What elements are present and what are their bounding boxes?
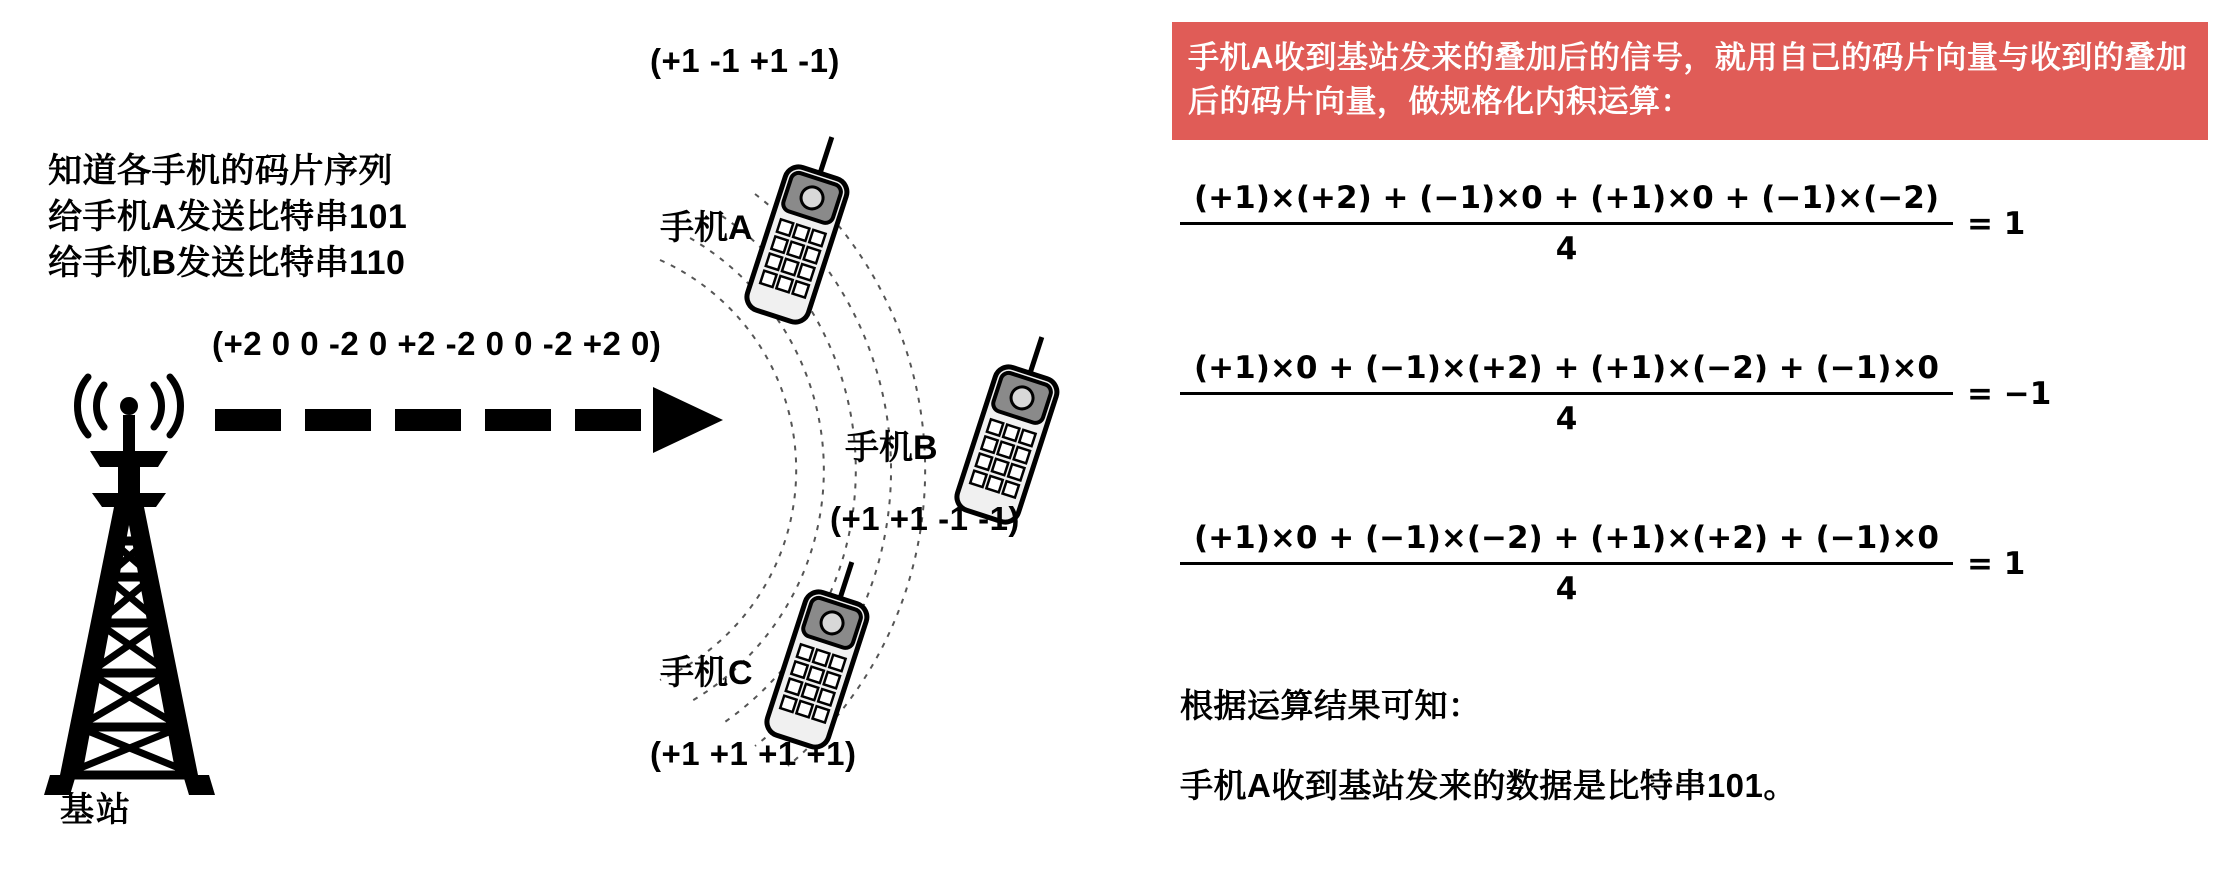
fraction-2-denominator: 4	[1555, 401, 1578, 437]
phone-a-icon	[740, 130, 860, 345]
fraction-1	[1180, 180, 1953, 267]
phone-b-label: 手机B	[845, 429, 938, 467]
fraction-1-denominator: 4	[1555, 231, 1578, 267]
fraction-1-result: = 1	[1967, 205, 2026, 242]
fraction-2-result: = −1	[1967, 375, 2052, 412]
phone-a-label: 手机A	[660, 209, 753, 247]
phone-a-chip-vector: (+1 -1 +1 -1)	[650, 42, 840, 79]
transmitted-signal-vector: (+2 0 0 -2 0 +2 -2 0 0 -2 +2 0)	[212, 325, 662, 362]
fraction-3-result: = 1	[1967, 545, 2026, 582]
conclusion-title: 根据运算结果可知：	[1180, 687, 1482, 724]
formula-row-2	[1180, 350, 2210, 437]
conclusion-text: 手机A收到基站发来的数据是比特串101。	[1180, 767, 1797, 804]
phone-b-chip-vector: (+1 +1 -1 -1)	[830, 500, 1020, 537]
base-station-label: 基站	[60, 791, 132, 829]
fraction-3	[1180, 520, 1953, 607]
fraction-3-denominator: 4	[1555, 571, 1578, 607]
note-line-2: 给手机A发送比特串101	[48, 198, 408, 236]
note-line-3: 给手机B发送比特串110	[48, 244, 406, 282]
fraction-1-numerator: (+1)×(+2) + (−1)×0 + (+1)×0 + (−1)×(−2)	[1194, 180, 1939, 216]
notes-block	[48, 148, 407, 286]
fraction-3-numerator: (+1)×0 + (−1)×(−2) + (+1)×(+2) + (−1)×0	[1194, 520, 1939, 556]
formula-row-1	[1180, 180, 2210, 267]
formula-row-3	[1180, 520, 2210, 607]
right-explanation-panel	[1150, 0, 2230, 874]
phone-c-label: 手机C	[660, 654, 753, 692]
note-line-1: 知道各手机的码片序列	[48, 152, 393, 190]
fraction-2-numerator: (+1)×0 + (−1)×(+2) + (+1)×(−2) + (−1)×0	[1194, 350, 1939, 386]
banner-text: 手机A收到基站发来的叠加后的信号，就用自己的码片向量与收到的叠加后的码片向量，做规格化内积运算：	[1172, 22, 2208, 140]
phone-c-chip-vector: (+1 +1 +1 +1)	[650, 735, 857, 772]
fraction-2	[1180, 350, 1953, 437]
